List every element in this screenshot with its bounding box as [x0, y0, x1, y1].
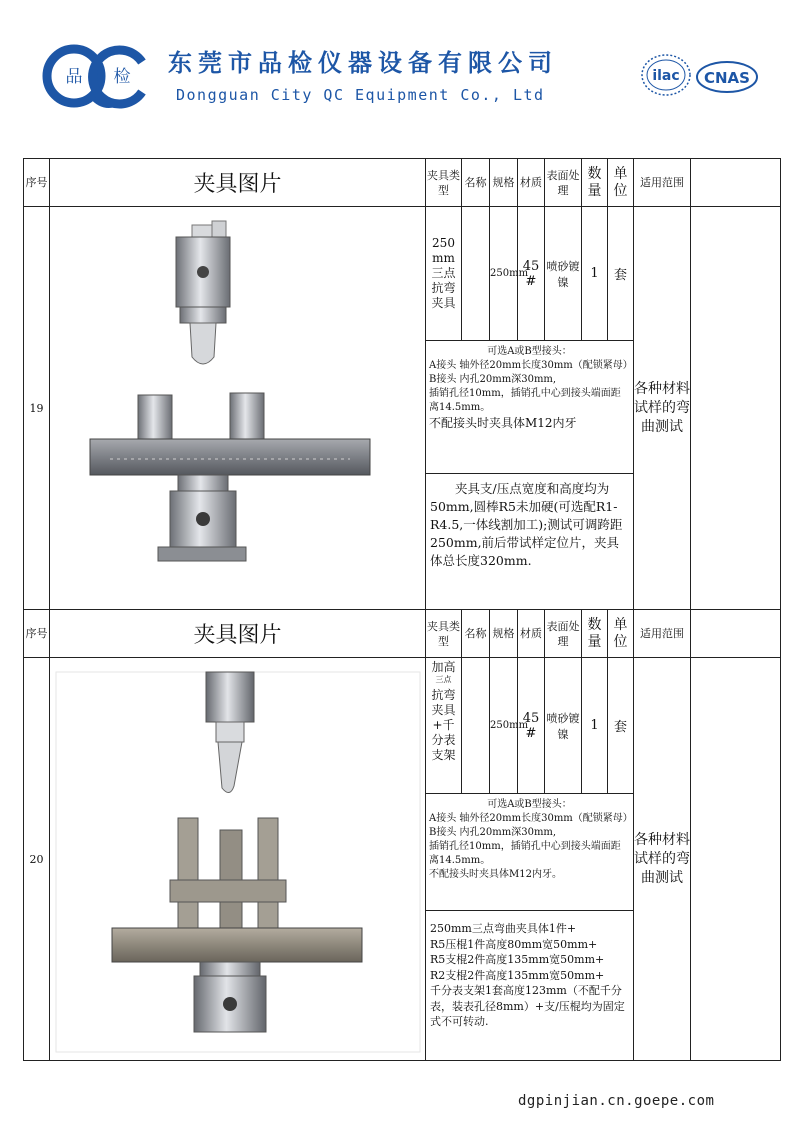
blank-cell — [691, 658, 781, 1061]
col-header-spec: 规格 — [490, 610, 518, 658]
svg-text:检: 检 — [113, 67, 131, 87]
description-line: R2支棍2件高度135mm宽50mm+ — [430, 968, 605, 982]
fixture-spec: 250mm — [490, 658, 518, 794]
col-header-surface: 表面处理 — [545, 159, 582, 207]
description-line: 250mm三点弯曲夹具体1件+ — [430, 922, 577, 935]
col-header-picture: 夹具图片 — [50, 610, 426, 658]
col-header-name: 名称 — [462, 610, 490, 658]
blank-cell — [691, 207, 781, 610]
col-header-picture: 夹具图片 — [50, 159, 426, 207]
fixture-type — [426, 658, 462, 794]
fixture-surface: 喷砂镀镍 — [545, 658, 582, 794]
col-header-no: 序号 — [24, 610, 50, 658]
connector-line: B接头 内孔20mm深30mm, — [429, 827, 557, 838]
connector-description — [426, 794, 634, 911]
description-line: R5支棍2件高度135mm宽50mm+ — [430, 953, 605, 966]
col-header-blank — [691, 610, 781, 658]
description-line: 千分表支架1套高度123mm（不配千分表，装表孔径8mm）+支/压棍均为固定式不可转动. — [430, 984, 625, 1028]
connector-line: 可选A或B型接头： — [487, 346, 572, 358]
fixture-description — [426, 911, 634, 1061]
col-header-scope: 适用范围 — [634, 159, 691, 207]
fixture-spec: 250mm — [490, 207, 518, 341]
col-header-blank — [691, 159, 781, 207]
fixture-name — [462, 658, 490, 794]
table-header-row — [24, 610, 781, 658]
col-header-scope: 适用范围 — [634, 610, 691, 658]
col-header-material: 材质 — [518, 610, 545, 658]
row-number: 20 — [24, 658, 50, 1061]
fixture-qty: 1 — [582, 658, 608, 794]
col-header-spec: 规格 — [490, 159, 518, 207]
cnas-seal-icon — [695, 60, 759, 94]
company-name-en: Dongguan City QC Equipment Co., Ltd — [176, 86, 545, 104]
svg-text:ilac: ilac — [652, 68, 680, 84]
fixture-type-part: 三点 — [435, 675, 452, 684]
table-header-row — [24, 159, 781, 207]
connector-line: A接头 轴外径20mm长度30mm（配锁紧母） — [429, 360, 633, 372]
ilac-seal-icon — [640, 53, 692, 97]
col-header-unit: 单位 — [608, 610, 634, 658]
fixture-unit: 套 — [608, 658, 634, 794]
fixture-type-part: 加高 — [431, 660, 456, 674]
svg-text:CNAS: CNAS — [704, 69, 750, 87]
table-row — [24, 658, 781, 794]
col-header-name: 名称 — [462, 159, 490, 207]
footer-url: dgpinjian.cn.goepe.com — [518, 1093, 715, 1109]
company-logo-icon — [42, 40, 150, 114]
connector-line: 插销孔径10mm，插销孔中心到接头端面距离14.5mm。 — [429, 841, 621, 866]
fixture-surface: 喷砂镀镍 — [545, 207, 582, 341]
fixture-material: 45# — [518, 658, 545, 794]
fixture-material: 45# — [518, 207, 545, 341]
connector-line: 插销孔径10mm，插销孔中心到接头端面距离14.5mm。 — [429, 388, 621, 414]
connector-description — [426, 341, 634, 473]
fixture-photo — [50, 207, 426, 610]
description-line: R5压棍1件高度80mm宽50mm+ — [430, 937, 598, 951]
fixture-unit: 套 — [608, 207, 634, 341]
fixture-qty: 1 — [582, 207, 608, 341]
svg-text:品: 品 — [65, 67, 83, 87]
connector-line: B接头 内孔20mm深30mm, — [429, 374, 557, 386]
col-header-qty: 数量 — [582, 159, 608, 207]
fixture-type-part: 抗弯夹具+千分表支架 — [431, 688, 456, 762]
fixture-type: 250mm 三点抗弯夹具 — [426, 207, 462, 341]
col-header-unit: 单位 — [608, 159, 634, 207]
col-header-type: 夹具类型 — [426, 610, 462, 658]
connector-line: 可选A或B型接头： — [487, 799, 572, 810]
connector-line: 不配接头时夹具体M12内牙。 — [429, 869, 562, 880]
col-header-surface: 表面处理 — [545, 610, 582, 658]
fixture-spec-table — [23, 158, 781, 1061]
row-number: 19 — [24, 207, 50, 610]
page-header — [0, 0, 793, 130]
bending-fixture-photo-icon — [50, 207, 426, 609]
company-name-cn: 东莞市品检仪器设备有限公司 — [168, 49, 558, 77]
col-header-material: 材质 — [518, 159, 545, 207]
fixture-photo — [50, 658, 426, 1061]
raised-bending-fixture-photo-icon — [50, 658, 426, 1060]
fixture-scope: 各种材料试样的弯曲测试 — [634, 658, 691, 1061]
fixture-name — [462, 207, 490, 341]
col-header-no: 序号 — [24, 159, 50, 207]
connector-line: A接头 轴外径20mm长度30mm（配锁紧母） — [429, 813, 633, 824]
col-header-type: 夹具类型 — [426, 159, 462, 207]
connector-line: 不配接头时夹具体M12内牙 — [429, 416, 577, 431]
fixture-description: 夹具支/压点宽度和高度均为50mm,圆棒R5未加硬(可选配R1-R4.5,一体线割加工);测试可调跨距250mm,前后带试样定位片，夹具体总长度320mm. — [426, 473, 634, 609]
table-row — [24, 207, 781, 341]
col-header-qty: 数量 — [582, 610, 608, 658]
fixture-scope: 各种材料试样的弯曲测试 — [634, 207, 691, 610]
